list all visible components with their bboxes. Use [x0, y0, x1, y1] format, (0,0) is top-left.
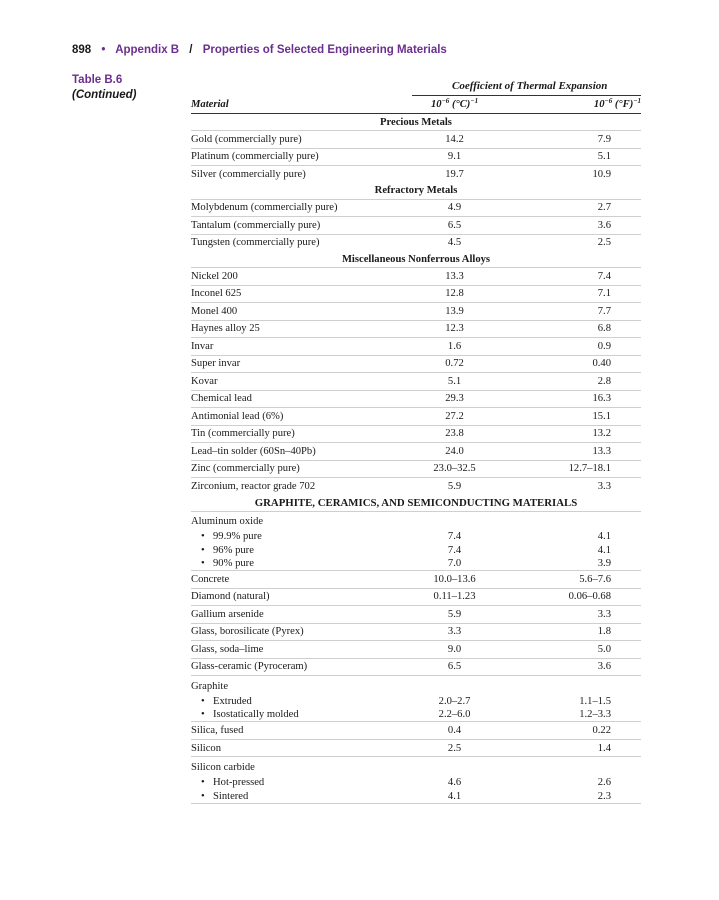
table-row: [191, 460, 641, 478]
cte-fahrenheit: 2.3: [497, 789, 641, 803]
cte-fahrenheit: 1.4: [497, 739, 641, 757]
cte-fahrenheit: 7.4: [497, 268, 641, 286]
table-row: [191, 285, 641, 303]
material-name: Zinc (commercially pure): [191, 460, 412, 478]
table-row: [191, 658, 641, 676]
cte-fahrenheit: 3.6: [497, 217, 641, 235]
section-header: [191, 251, 641, 268]
cte-celsius: 5.1: [412, 373, 496, 391]
table-row: [191, 390, 641, 408]
header-slash: /: [189, 44, 193, 56]
cte-fahrenheit: 4.1: [597, 544, 611, 556]
cte-fahrenheit: 16.3: [497, 390, 641, 408]
material-name: Glass, borosilicate (Pyrex): [191, 623, 412, 641]
table-row: [191, 234, 641, 251]
section-header: [191, 114, 641, 131]
cte-fahrenheit: 7.7: [497, 303, 641, 321]
table-row: [191, 443, 641, 461]
table-number: Table B.6: [72, 74, 123, 86]
table-row: [191, 166, 641, 183]
cte-fahrenheit: 10.9: [497, 166, 641, 183]
cte-celsius: 10.0–13.6: [412, 571, 496, 589]
bullet-marker: •: [201, 709, 205, 721]
cte-celsius: 14.2: [412, 131, 496, 149]
column-header-material: Material: [191, 96, 412, 114]
cte-celsius: 6.5: [412, 217, 496, 235]
table-row: [191, 571, 641, 589]
cte-celsius: 29.3: [412, 390, 496, 408]
cte-celsius: 9.0: [412, 641, 496, 659]
material-name: • 99.9% pure: [201, 531, 262, 543]
table-row: [191, 478, 641, 495]
cte-celsius: 27.2: [412, 408, 496, 426]
bullet-marker: •: [201, 695, 205, 707]
column-group-header: Coefficient of Thermal Expansion: [412, 77, 641, 96]
cte-fahrenheit: 7.9: [497, 131, 641, 149]
table-row: [191, 641, 641, 659]
cte-celsius: 12.3: [412, 320, 496, 338]
material-name: Antimonial lead (6%): [191, 408, 412, 426]
table-row: [191, 148, 641, 166]
table-row: [191, 588, 641, 606]
cte-celsius: 24.0: [412, 443, 496, 461]
cte-celsius: 2.2–6.0: [438, 709, 471, 721]
cte-celsius: 13.9: [412, 303, 496, 321]
cte-celsius: 12.8: [412, 285, 496, 303]
table-row: [191, 303, 641, 321]
cte-fahrenheit: 12.7–18.1: [497, 460, 641, 478]
cte-celsius: 1.6: [412, 338, 496, 356]
material-name: Tin (commercially pure): [191, 425, 412, 443]
column-header-fahrenheit: $10^{-6}$ $(^\circ F)^{-1}$: [497, 96, 641, 114]
cte-celsius: 7.4: [447, 531, 462, 543]
table-subrow: [191, 789, 641, 803]
cte-celsius: 7.4: [447, 544, 462, 556]
cte-celsius: 19.7: [412, 166, 496, 183]
cte-fahrenheit: 0.06–0.68: [497, 588, 641, 606]
cte-fahrenheit: 0.9: [497, 338, 641, 356]
cte-fahrenheit: 15.1: [497, 408, 641, 426]
table-row: [191, 606, 641, 624]
material-name: Platinum (commercially pure): [191, 148, 412, 166]
section-title: Refractory Metals: [374, 185, 458, 196]
material-name: Graphite: [191, 676, 412, 695]
material-name: • Hot-pressed: [201, 777, 265, 789]
cte-fahrenheit: 3.3: [497, 606, 641, 624]
material-name: Inconel 625: [191, 285, 412, 303]
cte-celsius: 9.1: [412, 148, 496, 166]
cte-fahrenheit: 2.5: [497, 234, 641, 251]
section-header: [191, 183, 641, 200]
cte-fahrenheit: 1.2–3.3: [579, 709, 611, 721]
section-title: Precious Metals: [380, 116, 452, 128]
table-row: [191, 199, 641, 217]
material-name: Silicon carbide: [191, 757, 412, 776]
material-name: Invar: [191, 338, 412, 356]
section-header: [191, 495, 641, 512]
cte-celsius: 3.3: [412, 623, 496, 641]
cte-fahrenheit: 5.1: [497, 148, 641, 166]
cte-celsius: 0.72: [412, 355, 496, 373]
material-name: • Sintered: [191, 789, 412, 803]
material-name: Molybdenum (commercially pure): [191, 199, 412, 217]
material-name: Super invar: [191, 355, 412, 373]
cte-fahrenheit: 5.6–7.6: [497, 571, 641, 589]
material-name: • Isostatically molded: [201, 709, 299, 721]
table-subrow: [191, 776, 641, 789]
bullet-marker: •: [201, 777, 205, 789]
table-row: [191, 623, 641, 641]
cte-fahrenheit: 1.1–1.5: [579, 695, 611, 707]
cte-celsius: 4.6: [447, 777, 462, 789]
table-row: [191, 268, 641, 286]
material-name: Monel 400: [191, 303, 412, 321]
material-name: Gold (commercially pure): [191, 131, 412, 149]
header-dot: •: [101, 44, 106, 56]
cte-celsius: 7.0: [447, 557, 462, 569]
bullet-marker: •: [201, 531, 205, 543]
cte-fahrenheit: 2.6: [597, 777, 611, 789]
cte-celsius: 23.8: [412, 425, 496, 443]
table-continued: (Continued): [72, 89, 137, 101]
table-row-group: [191, 676, 641, 695]
material-name: Silica, fused: [191, 722, 412, 740]
bullet-marker: •: [201, 544, 205, 556]
column-header-celsius: $10^{-6}$ $(^\circ C)^{-1}$: [412, 96, 496, 114]
table-row-group: [191, 757, 641, 776]
material-name: Aluminum oxide: [191, 511, 412, 530]
table-row: [191, 355, 641, 373]
cte-fahrenheit: 3.9: [597, 557, 611, 569]
table-row: [191, 373, 641, 391]
material-name: Tantalum (commercially pure): [191, 217, 412, 235]
cte-celsius: 4.1: [412, 789, 496, 803]
material-name: Lead–tin solder (60Sn–40Pb): [191, 443, 412, 461]
chapter-title: Properties of Selected Engineering Materials: [202, 44, 447, 56]
material-name: Silver (commercially pure): [191, 166, 412, 183]
appendix-label: Appendix B: [115, 44, 180, 56]
table-subrow: [191, 695, 641, 708]
bullet-marker: •: [201, 557, 205, 569]
cte-celsius: 6.5: [412, 658, 496, 676]
bullet-marker: •: [201, 790, 205, 802]
cte-fahrenheit: 2.7: [497, 199, 641, 217]
cte-celsius: 23.0–32.5: [412, 460, 496, 478]
table-row: [191, 425, 641, 443]
cte-fahrenheit: 3.3: [497, 478, 641, 495]
cte-celsius: 0.11–1.23: [412, 588, 496, 606]
cte-celsius: 0.4: [412, 722, 496, 740]
section-title: GRAPHITE, CERAMICS, AND SEMICONDUCTING MATERIALS: [254, 496, 578, 509]
table-subrow: [191, 708, 641, 722]
cte-fahrenheit: 1.8: [497, 623, 641, 641]
cte-celsius: 13.3: [412, 268, 496, 286]
table-label: [72, 73, 137, 103]
cte-celsius: 4.9: [412, 199, 496, 217]
table-row-group: [191, 511, 641, 530]
table-row: [191, 320, 641, 338]
material-name: Diamond (natural): [191, 588, 412, 606]
cte-fahrenheit: 3.6: [497, 658, 641, 676]
cte-fahrenheit: 13.3: [497, 443, 641, 461]
material-name: Zirconium, reactor grade 702: [191, 478, 412, 495]
material-name: Nickel 200: [191, 268, 412, 286]
table-body: [191, 114, 641, 804]
cte-fahrenheit: 4.1: [597, 531, 611, 543]
cte-fahrenheit: 0.40: [497, 355, 641, 373]
cte-celsius: 2.0–2.7: [438, 695, 471, 707]
cte-celsius: 4.5: [412, 234, 496, 251]
material-name: Kovar: [191, 373, 412, 391]
table-subrow: [191, 543, 641, 556]
table-subrow: [191, 530, 641, 543]
table-row: [191, 408, 641, 426]
table-row: [191, 217, 641, 235]
table-row: [191, 739, 641, 757]
cte-celsius: 5.9: [412, 478, 496, 495]
material-name: Glass-ceramic (Pyroceram): [191, 658, 412, 676]
cte-celsius: 2.5: [412, 739, 496, 757]
thermal-expansion-table: [191, 77, 641, 804]
cte-fahrenheit: 13.2: [497, 425, 641, 443]
material-name: • 90% pure: [201, 557, 254, 569]
material-name: • Extruded: [201, 695, 252, 707]
cte-fahrenheit: 5.0: [497, 641, 641, 659]
material-name: Concrete: [191, 571, 412, 589]
page-number: 898: [72, 44, 92, 56]
cte-fahrenheit: 0.22: [497, 722, 641, 740]
cte-celsius: 5.9: [412, 606, 496, 624]
material-name: Glass, soda–lime: [191, 641, 412, 659]
material-name: Chemical lead: [191, 390, 412, 408]
section-title: Miscellaneous Nonferrous Alloys: [341, 253, 491, 265]
table-subrow: [191, 557, 641, 571]
material-name: Haynes alloy 25: [191, 320, 412, 338]
material-name: Gallium arsenide: [191, 606, 412, 624]
material-name: Silicon: [191, 739, 412, 757]
running-header: [72, 42, 447, 58]
table-row: [191, 338, 641, 356]
cte-fahrenheit: 6.8: [497, 320, 641, 338]
cte-fahrenheit: 2.8: [497, 373, 641, 391]
material-name: Tungsten (commercially pure): [191, 234, 412, 251]
table-row: [191, 722, 641, 740]
cte-fahrenheit: 7.1: [497, 285, 641, 303]
table-row: [191, 131, 641, 149]
material-name: • 96% pure: [201, 544, 254, 556]
